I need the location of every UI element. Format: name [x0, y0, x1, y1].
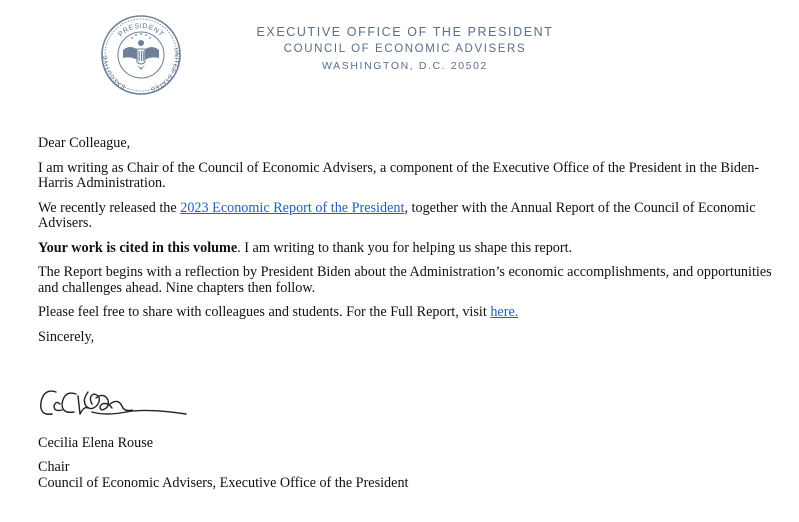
- svg-text:PRESIDENT: [117, 23, 165, 39]
- signer-title: Chair: [38, 459, 70, 475]
- economic-report-link[interactable]: 2023 Economic Report of the President: [180, 199, 405, 216]
- presidential-seal-icon: [100, 14, 182, 96]
- signer-name: Cecilia Elena Rouse: [38, 435, 154, 451]
- paragraph-release-after: , together with the Annual Report of the Council of Economic Advisers.: [38, 199, 756, 231]
- paragraph-intro: I am writing as Chair of the Council of Economic Advisers, a component of the Executive Office of the President in the Biden-Harris Administration.: [38, 159, 760, 191]
- handwritten-signature: [36, 378, 196, 428]
- signer-organization: Council of Economic Advisers, Executive Office of the President: [38, 474, 409, 491]
- cited-notice: Your work is cited in this volume: [38, 239, 238, 256]
- letterhead: [0, 0, 799, 110]
- closing: Sincerely,: [38, 328, 95, 345]
- letter-body: [38, 136, 778, 345]
- full-report-link[interactable]: here.: [490, 304, 519, 320]
- paragraph-share-before: Please feel free to share with colleagues and students. For the Full Report, visit: [38, 304, 491, 320]
- letterhead-text: [230, 24, 580, 75]
- paragraph-share: [38, 305, 778, 321]
- seal-right-text: UNITED STATES: [149, 47, 179, 93]
- seal-left-text: EXECUTIVE: [102, 54, 127, 90]
- signer-title-block: [38, 460, 409, 491]
- office-address: WASHINGTON, D.C. 20502: [322, 60, 488, 72]
- paragraph-release: [38, 201, 778, 232]
- office-name: EXECUTIVE OFFICE OF THE PRESIDENT: [256, 25, 554, 39]
- council-name: COUNCIL OF ECONOMIC ADVISERS: [283, 43, 527, 55]
- salutation: Dear Colleague,: [38, 135, 131, 151]
- seal-top-text: PRESIDENT: [117, 22, 165, 39]
- paragraph-release-before: We recently released the: [38, 199, 181, 216]
- paragraph-cited-rest: . I am writing to thank you for helping us shape this report.: [237, 239, 573, 256]
- paragraph-report-summary: The Report begins with a reflection by President Biden about the Administration’s economic accomplishments, and opportunities and challenges ahead. Nine chapters then follow.: [38, 264, 772, 296]
- paragraph-cited: [38, 241, 778, 257]
